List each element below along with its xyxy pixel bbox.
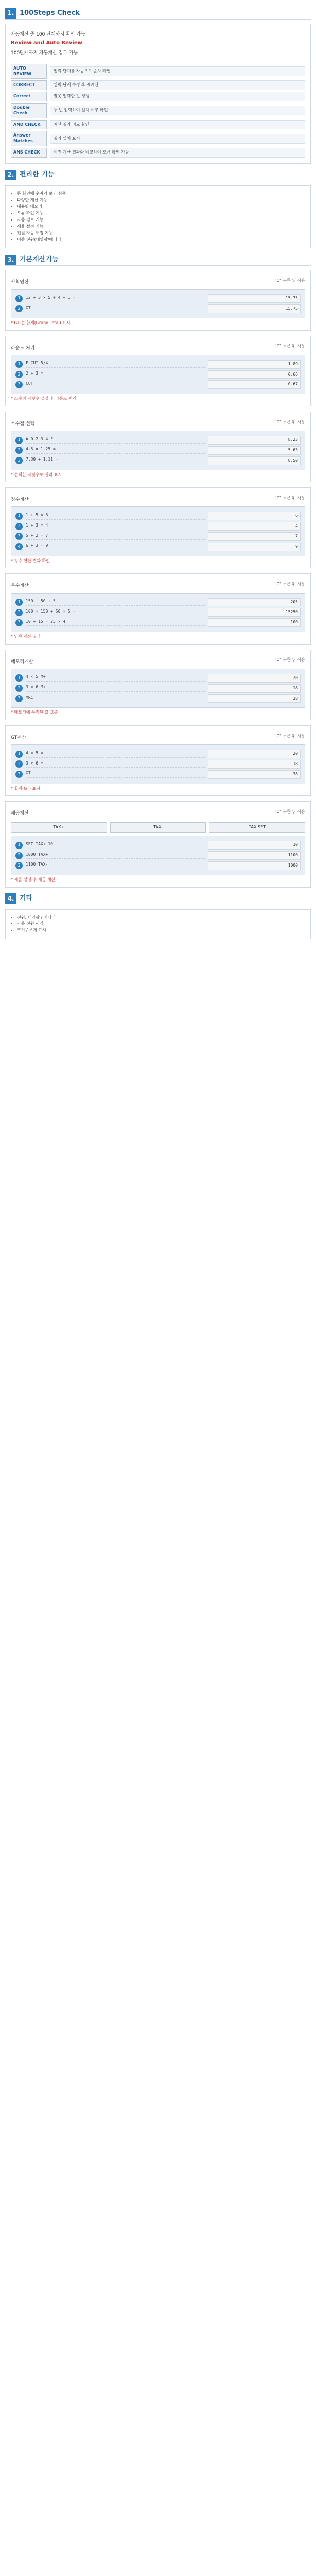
- step-display-value: 1100: [208, 851, 301, 860]
- step-number: 2: [15, 609, 23, 616]
- section-2-header: [5, 169, 311, 181]
- review-row: [11, 148, 305, 158]
- tax-key[interactable]: TAX+: [11, 822, 107, 833]
- feature-item: • 전원 자동 꺼짐 기능: [17, 231, 305, 236]
- spec-item: • 크기 / 무게 표시: [17, 928, 305, 934]
- review-row: [11, 120, 305, 130]
- calc-step: [15, 684, 301, 693]
- calc-step: [15, 522, 301, 531]
- step-number: 3: [15, 457, 23, 464]
- feature-item: • 오류 확인 기능: [17, 211, 305, 216]
- calc-example: [11, 289, 305, 318]
- calc-block: [5, 573, 311, 644]
- step-number: 3: [15, 862, 23, 869]
- spec-item: • 전원: 태양광 / 배터리: [17, 915, 305, 921]
- step-number: 1: [15, 361, 23, 368]
- feature-item: • 대용량 메모리: [17, 204, 305, 210]
- step-number: 1: [15, 842, 23, 849]
- calc-note: * 소수점 자릿수 설정 후 라운드 처리: [11, 396, 77, 401]
- step-display-value: 38: [208, 770, 301, 779]
- step-display-value: 18: [208, 760, 301, 769]
- calc-block: [5, 336, 311, 406]
- step-keys: 4.5 × 1.25 =: [26, 447, 205, 454]
- feature-item: • 자동 검토 기능: [17, 217, 305, 223]
- step-keys: MRC: [26, 695, 205, 702]
- step-display-value: 15250: [208, 608, 301, 617]
- step-keys: 3 × 6 =: [26, 761, 205, 768]
- calc-step: [15, 598, 301, 607]
- step-number: 2: [15, 305, 23, 312]
- calc-example: [11, 744, 305, 784]
- calc-step: [15, 456, 301, 465]
- section-1-title: 100Steps Check: [20, 9, 80, 17]
- calc-block-header: [11, 418, 305, 429]
- feature-item: • 다양한 계산 기능: [17, 198, 305, 204]
- calc-block-header: [11, 732, 305, 743]
- calc-step: [15, 512, 301, 520]
- step-keys: 150 + 50 + 5: [26, 599, 205, 606]
- review-label: CORRECT: [11, 80, 47, 90]
- calc-step: [15, 861, 301, 870]
- calc-step: [15, 532, 301, 541]
- tax-key[interactable]: TAX SET: [209, 822, 305, 833]
- step-keys: 7.39 + 1.11 =: [26, 457, 205, 464]
- calc-step: [15, 760, 301, 769]
- step-number: 4: [15, 543, 23, 550]
- step-number: 2: [15, 371, 23, 378]
- calc-block-title: 메모리계산: [11, 659, 33, 665]
- s1-intro: 자동계산 중 100 단계까지 확인 가능: [11, 32, 85, 37]
- review-row: [11, 64, 305, 79]
- step-display-value: 205: [208, 598, 301, 607]
- step-display-value: 8.50: [208, 456, 301, 465]
- step-keys: 10 + 15 = 25 × 4: [26, 619, 205, 626]
- calc-example: [11, 836, 305, 875]
- calc-step: [15, 770, 301, 779]
- step-display-value: 9: [208, 543, 301, 551]
- calc-note: * 합계(GT) 표시: [11, 786, 41, 791]
- step-display-value: 8.23: [208, 436, 301, 445]
- review-desc: 입력 단계를 자동으로 순차 확인: [50, 66, 305, 76]
- section-3-number: 3.: [5, 255, 16, 265]
- step-number: 2: [15, 852, 23, 859]
- calc-note: * GT 는 합계(Grand Total) 표시: [11, 320, 71, 325]
- calc-example: [11, 593, 305, 632]
- step-keys: GT: [26, 771, 205, 778]
- step-display-value: 1000: [208, 861, 301, 870]
- section-1-header: [5, 7, 311, 20]
- calc-block-title: 라운드 처리: [11, 345, 35, 351]
- calc-note: * 세율 설정 후 세금 계산: [11, 877, 56, 882]
- review-desc: 입력 단계 수정 후 재계산: [50, 80, 305, 90]
- step-number: 1: [15, 295, 23, 302]
- section-2-number: 2.: [5, 170, 16, 180]
- calc-step: [15, 304, 301, 313]
- step-keys: F CUT 5/4: [26, 361, 205, 368]
- step-keys: 1000 TAX+: [26, 852, 205, 859]
- review-desc: 계산 결과 비교 확인: [50, 120, 305, 130]
- step-number: 1: [15, 674, 23, 682]
- step-display-value: 100: [208, 618, 301, 627]
- review-desc: 결과 일치 표시: [50, 134, 305, 144]
- step-keys: 2 ÷ 3 =: [26, 371, 205, 378]
- step-keys: SET TAX+ 10: [26, 842, 205, 849]
- step-display-value: 1.89: [208, 360, 301, 369]
- calc-block: [5, 650, 311, 720]
- section-2-title: 편리한 기능: [20, 171, 55, 179]
- calc-block-title: GT계산: [11, 735, 26, 741]
- feature-item: • 큰 화면에 숫자가 보기 쉬움: [17, 191, 305, 197]
- step-display-value: 10: [208, 841, 301, 850]
- calc-block-right-note: "C" 누른 뒤 사용: [274, 657, 305, 663]
- calc-block-header: [11, 580, 305, 591]
- step-keys: 1 + 3 = 4: [26, 523, 205, 530]
- page: [0, 0, 316, 955]
- review-desc: 잘못 입력한 값 정정: [50, 92, 305, 101]
- calc-block: [5, 412, 311, 482]
- calc-step: [15, 370, 301, 379]
- step-number: 2: [15, 760, 23, 768]
- spec-item: • 자동 전원 꺼짐: [17, 921, 305, 927]
- tax-key[interactable]: TAX-: [110, 822, 206, 833]
- calc-block-header: [11, 494, 305, 505]
- step-keys: GT: [26, 306, 205, 313]
- calc-step: [15, 543, 301, 551]
- calc-step: [15, 841, 301, 850]
- calc-step: [15, 694, 301, 703]
- section-2-box: [5, 185, 311, 248]
- calc-block-title: 세금계산: [11, 811, 29, 817]
- calc-block-right-note: "C" 누른 뒤 사용: [274, 344, 305, 349]
- feature-item: • 세율 설정 기능: [17, 224, 305, 230]
- review-row: [11, 80, 305, 90]
- review-label: AND CHECK: [11, 120, 47, 130]
- step-number: 2: [15, 685, 23, 692]
- step-keys: 1 + 5 = 6: [26, 513, 205, 520]
- section-1-box: [5, 24, 311, 164]
- step-display-value: 4: [208, 522, 301, 531]
- section-1-number: 1.: [5, 8, 16, 19]
- review-desc: 이전 계산 결과와 비교하여 오류 확인 가능: [50, 148, 305, 158]
- s4-list: [11, 915, 305, 934]
- step-number: 2: [15, 447, 23, 454]
- step-number: 3: [15, 771, 23, 778]
- s1-row-list: [11, 64, 305, 158]
- calc-block-header: [11, 807, 305, 819]
- step-keys: 3 × 6 M+: [26, 685, 205, 692]
- calc-step: [15, 851, 301, 860]
- step-keys: 4 × 5 =: [26, 751, 205, 758]
- step-number: 3: [15, 533, 23, 540]
- step-keys: 4 × 5 M+: [26, 674, 205, 682]
- calc-block-right-note: "C" 누른 뒤 사용: [274, 809, 305, 815]
- calc-block-title: 소수점 선택: [11, 421, 35, 427]
- step-keys: A 0 2 3 4 F: [26, 437, 205, 444]
- review-label: ANS CHECK: [11, 148, 47, 158]
- step-keys: 6 + 3 = 9: [26, 543, 205, 550]
- calc-step: [15, 360, 301, 369]
- step-display-value: 6: [208, 512, 301, 520]
- calc-step: [15, 380, 301, 389]
- step-number: 3: [15, 381, 23, 388]
- calc-step: [15, 618, 301, 627]
- review-label: Answer Matches: [11, 131, 47, 146]
- calc-block-right-note: "C" 누른 뒤 사용: [274, 419, 305, 425]
- calc-step: [15, 436, 301, 445]
- calc-step: [15, 750, 301, 758]
- calc-note: * 정수 연산 결과 확인: [11, 558, 50, 563]
- calc-block-title: 복수계산: [11, 583, 29, 589]
- section-4-title: 기타: [20, 894, 33, 903]
- calc-block-right-note: "C" 누른 뒤 사용: [274, 495, 305, 500]
- step-display-value: 20: [208, 750, 301, 758]
- step-number: 3: [15, 695, 23, 702]
- calc-block-right-note: "C" 누른 뒤 사용: [274, 582, 305, 587]
- step-display-value: 18: [208, 684, 301, 693]
- review-desc: 두 번 입력하여 일치 여부 확인: [50, 106, 305, 115]
- step-number: 1: [15, 513, 23, 520]
- calc-block-header: [11, 656, 305, 667]
- calc-block-title: 사칙연산: [11, 280, 29, 285]
- calc-note: * 연속 계산 결과: [11, 634, 41, 639]
- step-keys: 5 + 2 = 7: [26, 533, 205, 540]
- step-display-value: 7: [208, 532, 301, 541]
- calc-step: [15, 294, 301, 303]
- section-3-header: [5, 253, 311, 266]
- step-display-value: 0.67: [208, 380, 301, 389]
- section-4-number: 4.: [5, 893, 16, 904]
- calc-block-title: 정수계산: [11, 497, 29, 503]
- section-3-blocks: [5, 270, 311, 887]
- calc-example: [11, 669, 305, 708]
- calc-note: * 선택한 자릿수로 결과 표시: [11, 472, 62, 477]
- review-row: [11, 92, 305, 101]
- section-4-box: [5, 909, 311, 939]
- step-display-value: 15.75: [208, 304, 301, 313]
- calc-block-right-note: "C" 누른 뒤 사용: [274, 733, 305, 738]
- calc-block: [5, 725, 311, 796]
- step-display-value: 20: [208, 674, 301, 683]
- review-row: [11, 131, 305, 146]
- step-keys: 1100 TAX-: [26, 862, 205, 869]
- calc-step: [15, 446, 301, 455]
- calc-example: [11, 355, 305, 394]
- calc-step: [15, 674, 301, 683]
- calc-block: [5, 487, 311, 568]
- step-number: 1: [15, 751, 23, 758]
- calc-block-right-note: "C" 누른 뒤 사용: [274, 278, 305, 283]
- review-row: [11, 103, 305, 118]
- review-label: AUTO REVIEW: [11, 64, 47, 79]
- step-display-value: 0.66: [208, 370, 301, 379]
- calc-block-header: [11, 342, 305, 353]
- section-4-header: [5, 893, 311, 905]
- s2-list: [11, 191, 305, 243]
- step-keys: 12 + 3 × 5 ÷ 4 − 1 =: [26, 295, 205, 302]
- step-number: 3: [15, 619, 23, 626]
- review-label: Correct: [11, 92, 47, 101]
- section-3-title: 기본계산기능: [20, 255, 59, 263]
- tax-key-row: [11, 822, 305, 833]
- step-keys: CUT: [26, 381, 205, 388]
- calc-block: [5, 801, 311, 887]
- step-number: 1: [15, 437, 23, 444]
- step-display-value: 15.75: [208, 294, 301, 303]
- s1-subline: 100단계까지 자동계산 검토 가능: [11, 50, 78, 56]
- review-label: Double Check: [11, 103, 47, 118]
- step-display-value: 5.63: [208, 446, 301, 455]
- step-keys: 100 × 150 + 50 × 5 =: [26, 609, 205, 616]
- feature-item: • 이중 전원(태양광/배터리): [17, 237, 305, 243]
- step-display-value: 38: [208, 694, 301, 703]
- s1-headline: Review and Auto Review: [11, 40, 82, 46]
- calc-block-header: [11, 276, 305, 287]
- calc-step: [15, 608, 301, 617]
- calc-block: [5, 270, 311, 331]
- step-number: 2: [15, 523, 23, 530]
- calc-example: [11, 431, 305, 470]
- calc-note: * 메모리에 누적된 값 호출: [11, 710, 58, 715]
- step-number: 1: [15, 599, 23, 606]
- calc-example: [11, 506, 305, 556]
